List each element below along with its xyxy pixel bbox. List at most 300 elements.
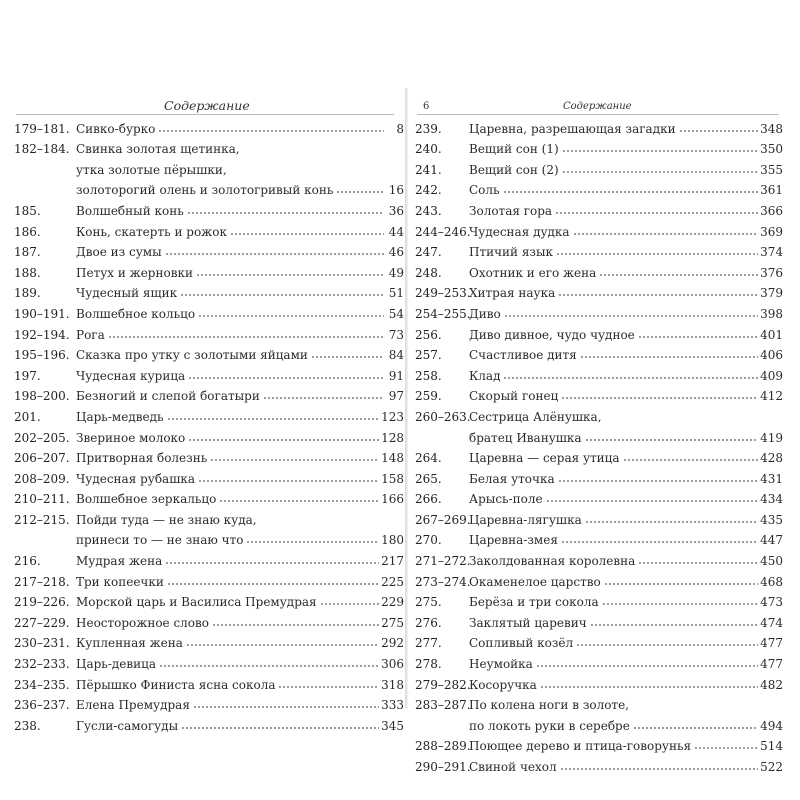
entry-page-number: 275 [381,615,404,630]
dot-leader [311,356,384,358]
entry-title: Волшебный конь [76,203,184,218]
entry-number: 279–282. [415,677,471,692]
entry-page-number: 306 [381,657,404,672]
dot-leader [679,130,759,132]
toc-entry [14,342,404,363]
toc-entry [14,136,404,157]
entry-page-number: 366 [760,203,783,218]
dot-leader [336,191,384,193]
entry-title: Птичий язык [469,245,554,260]
entry-page-number: 401 [760,327,783,342]
toc-entry [14,692,404,713]
entry-number: 208–209. [14,471,70,486]
toc-entry [415,506,783,527]
dot-leader [590,624,758,626]
entry-title: Золотая гора [469,203,553,218]
toc-entry [415,445,783,466]
toc-entry [415,403,783,424]
entry-title: Вещий сон (1) [469,142,559,157]
toc-entry [14,609,404,630]
left-page-header [16,86,394,115]
toc-entry [415,527,783,548]
entry-title: Свиной чехол [469,760,557,774]
entry-title: Свинка золотая щетинка, [76,142,240,157]
entry-page-number: 46 [388,245,404,260]
toc-entry [14,630,404,651]
dot-leader [167,418,380,420]
dot-leader [633,727,758,729]
entry-title: Арысь-поле [469,492,543,507]
entry-title: Морской царь и Василиса Премудрая [76,595,317,610]
entry-page-number: 374 [760,245,783,260]
toc-entry [14,547,404,568]
entry-title: Скорый гонец [469,389,559,404]
entry-number: 232–233. [14,657,70,672]
entry-title: Волшебное кольцо [76,306,196,321]
entry-title: Гусли-самогуды [76,718,179,733]
toc-entry [415,733,783,754]
dot-leader [694,747,758,749]
toc-entry [415,300,783,321]
entry-page-number: 450 [760,554,783,569]
entry-number: 198–200. [14,389,70,404]
entry-number: 202–205. [14,430,70,445]
entry-number: 278. [415,657,442,672]
right-toc-list [415,115,783,774]
entry-page-number: 292 [381,636,404,651]
entry-number: 212–215. [14,512,70,527]
entry-number: 187. [14,245,41,260]
dot-leader [165,562,379,564]
dot-leader [561,541,758,543]
toc-entry [415,115,783,136]
entry-page-number: 123 [381,409,404,424]
entry-number: 264. [415,451,442,466]
dot-leader [604,583,758,585]
entry-title: принеси то — не знаю что [76,533,244,548]
entry-number: 259. [415,389,442,404]
entry-number: 216. [14,554,41,569]
entry-title: золоторогий олень и золотогривый конь [76,183,334,198]
dot-leader [504,315,758,317]
dot-leader [573,233,759,235]
dot-leader [196,274,384,276]
right-header-title: Содержание [563,101,632,112]
entry-page-number: 409 [760,368,783,383]
entry-page-number: 318 [381,677,404,692]
entry-number: 201. [14,409,41,424]
entry-title: Хитрая наука [469,286,556,301]
toc-entry [415,136,783,157]
entry-page-number: 435 [760,512,783,527]
toc-entry [14,218,404,239]
entry-title: Конь, скатерть и рожок [76,224,227,239]
entry-title: Царь-медведь [76,409,164,424]
entry-title: Сивко-бурко [76,121,156,136]
entry-title: Царь-девица [76,657,157,672]
toc-entry [14,465,404,486]
entry-title: Счастливое дитя [469,348,577,363]
entry-title: Заколдованная королевна [469,554,636,569]
toc-entry [14,177,404,198]
entry-title: Сопливый козёл [469,636,574,651]
entry-number: 266. [415,492,442,507]
entry-page-number: 477 [760,636,783,651]
dot-leader [198,480,379,482]
toc-entry [415,486,783,507]
entry-number: 189. [14,286,41,301]
entry-number: 195–196. [14,348,70,363]
entry-number: 247. [415,245,442,260]
entry-page-number: 36 [388,203,404,218]
entry-number: 227–229. [14,615,70,630]
toc-entry [14,115,404,136]
toc-entry [415,650,783,671]
toc-entry [415,280,783,301]
toc-entry [415,589,783,610]
dot-leader [210,459,379,461]
entry-page-number: 447 [760,533,783,548]
entry-page-number: 473 [760,595,783,610]
entry-page-number: 8 [396,121,404,136]
toc-entry [415,753,783,774]
entry-number: 179–181. [14,121,70,136]
dot-leader [540,686,758,688]
book-spine [405,88,408,708]
toc-entry [415,362,783,383]
toc-entry [415,239,783,260]
toc-entry [415,465,783,486]
entry-title: Поющее дерево и птица-говорунья [469,739,692,754]
dot-leader [230,233,384,235]
entry-page-number: 348 [760,121,783,136]
dot-leader [246,541,379,543]
dot-leader [536,665,758,667]
entry-page-number: 376 [760,265,783,280]
dot-leader [159,665,379,667]
entry-number: 185. [14,203,41,218]
dot-leader [556,253,758,255]
dot-leader [108,336,384,338]
entry-page-number: 54 [388,306,404,321]
entry-page-number: 355 [760,162,783,177]
toc-entry [14,362,404,383]
entry-title: утка золотые пёрышки, [76,162,227,177]
entry-number: 249–253. [415,286,471,301]
entry-title: Притворная болезнь [76,451,208,466]
entry-number: 238. [14,718,41,733]
entry-title: Сказка про утку с золотыми яйцами [76,348,308,363]
toc-entry [14,300,404,321]
dot-leader [558,294,758,296]
dot-leader [561,397,758,399]
toc-entry [14,280,404,301]
entry-title: Клад [469,368,501,383]
entry-page-number: 84 [388,348,404,363]
entry-page-number: 406 [760,348,783,363]
dot-leader [558,480,759,482]
entry-title: Пойди туда — не знаю куда, [76,512,257,527]
toc-entry [415,218,783,239]
entry-page-number: 16 [388,183,404,198]
entry-number: 210–211. [14,492,70,507]
dot-leader [263,397,384,399]
toc-entry [14,712,404,733]
entry-page-number: 369 [760,224,783,239]
entry-title: Косоручка [469,677,537,692]
entry-title: по локоть руки в серебре [469,718,630,733]
toc-entry [14,506,404,527]
toc-entry [14,424,404,445]
entry-number: 206–207. [14,451,70,466]
entry-title: Волшебное зеркальцо [76,492,217,507]
dot-leader [187,212,384,214]
entry-number: 257. [415,348,442,363]
entry-number: 192–194. [14,327,70,342]
dot-leader [555,212,758,214]
toc-entry [14,197,404,218]
entry-page-number: 522 [760,760,783,774]
entry-number: 242. [415,183,442,198]
dot-leader [585,521,758,523]
entry-title: Петух и жерновки [76,265,193,280]
entry-page-number: 44 [388,224,404,239]
entry-page-number: 428 [760,451,783,466]
dot-leader [602,603,758,605]
entry-page-number: 361 [760,183,783,198]
dot-leader [188,439,379,441]
dot-leader [562,150,758,152]
entry-title: Соль [469,183,500,198]
entry-title: Чудесная рубашка [76,471,196,486]
toc-entry [415,609,783,630]
entry-number: 265. [415,471,442,486]
entry-title: Три копеечки [76,574,164,589]
dot-leader [158,130,384,132]
entry-title: Чудесный ящик [76,286,178,301]
dot-leader [219,500,379,502]
dot-leader [503,191,759,193]
entry-title: Заклятый царевич [469,615,587,630]
entry-number: 236–237. [14,698,70,713]
entry-number: 288–289. [415,739,471,754]
left-page [14,86,404,733]
dot-leader [212,624,379,626]
entry-number: 273–274. [415,574,471,589]
toc-entry [415,630,783,651]
entry-title: Мудрая жена [76,554,163,569]
entry-number: 283–287. [415,698,471,713]
entry-title: Берёза и три сокола [469,595,599,610]
dot-leader [167,583,379,585]
entry-number: 241. [415,162,442,177]
entry-page-number: 482 [760,677,783,692]
entry-title: Пёрышко Финиста ясна сокола [76,677,276,692]
entry-page-number: 128 [381,430,404,445]
left-header-title: Содержание [164,98,250,113]
entry-page-number: 398 [760,306,783,321]
entry-title: Рога [76,327,105,342]
entry-title: Неумойка [469,657,533,672]
entry-number: 190–191. [14,306,70,321]
entry-title: Вещий сон (2) [469,162,559,177]
toc-entry [415,424,783,445]
toc-entry [415,383,783,404]
entry-page-number: 158 [381,471,404,486]
dot-leader [278,686,379,688]
entry-number: 234–235. [14,677,70,692]
toc-entry [14,383,404,404]
toc-entry [14,239,404,260]
toc-entry [415,156,783,177]
entry-title: братец Иванушка [469,430,582,445]
dot-leader [193,706,379,708]
entry-page-number: 514 [760,739,783,754]
entry-title: Царевна-змея [469,533,558,548]
dot-leader [623,459,759,461]
dot-leader [585,439,759,441]
dot-leader [599,274,758,276]
entry-number: 239. [415,121,442,136]
dot-leader [188,377,384,379]
entry-number: 219–226. [14,595,70,610]
entry-title: Елена Премудрая [76,698,190,713]
entry-number: 243. [415,203,442,218]
toc-entry [14,650,404,671]
entry-page-number: 229 [381,595,404,610]
right-page [415,86,783,774]
toc-entry [415,197,783,218]
toc-entry [14,589,404,610]
toc-entry [415,342,783,363]
toc-entry [415,547,783,568]
dot-leader [320,603,379,605]
toc-entry [14,321,404,342]
entry-number: 240. [415,142,442,157]
entry-title: Диво [469,306,501,321]
dot-leader [165,253,384,255]
dot-leader [638,336,758,338]
entry-number: 277. [415,636,442,651]
entry-number: 270. [415,533,442,548]
entry-page-number: 434 [760,492,783,507]
entry-title: Звериное молоко [76,430,186,445]
entry-number: 217–218. [14,574,70,589]
entry-page-number: 148 [381,451,404,466]
entry-page-number: 73 [388,327,404,342]
dot-leader [186,644,379,646]
entry-page-number: 431 [760,471,783,486]
dot-leader [180,294,384,296]
entry-number: 258. [415,368,442,383]
entry-number: 188. [14,265,41,280]
entry-page-number: 180 [381,533,404,548]
right-page-header [417,86,779,115]
entry-number: 244–246. [415,224,471,239]
toc-entry [14,445,404,466]
entry-page-number: 494 [760,718,783,733]
entry-page-number: 477 [760,657,783,672]
toc-entry [415,671,783,692]
entry-page-number: 468 [760,574,783,589]
toc-entry [14,671,404,692]
entry-number: 186. [14,224,41,239]
entry-title: Неосторожное слово [76,615,210,630]
entry-number: 290–291. [415,760,471,774]
entry-title: Двое из сумы [76,245,162,260]
entry-number: 276. [415,615,442,630]
entry-number: 197. [14,368,41,383]
dot-leader [638,562,758,564]
entry-title: Безногий и слепой богатыри [76,389,260,404]
toc-entry [415,692,783,713]
dot-leader [560,768,758,770]
dot-leader [503,377,758,379]
entry-title: Сестрица Алёнушка, [469,409,602,424]
toc-entry [14,568,404,589]
entry-title: Царевна, разрешающая загадки [469,121,676,136]
dot-leader [576,644,758,646]
toc-entry [415,712,783,733]
entry-page-number: 217 [381,554,404,569]
toc-entry [415,321,783,342]
entry-number: 260–263. [415,409,471,424]
entry-title: Царевна — серая утица [469,451,620,466]
entry-page-number: 350 [760,142,783,157]
toc-entry [14,259,404,280]
toc-entry [14,156,404,177]
entry-page-number: 345 [381,718,404,733]
dot-leader [546,500,759,502]
entry-title: Чудесная курица [76,368,186,383]
entry-title: По колена ноги в золоте, [469,698,629,713]
entry-page-number: 333 [381,698,404,713]
entry-number: 248. [415,265,442,280]
dot-leader [198,315,384,317]
entry-number: 271–272. [415,554,471,569]
toc-entry [415,259,783,280]
entry-page-number: 412 [760,389,783,404]
entry-title: Чудесная дудка [469,224,570,239]
entry-page-number: 166 [381,492,404,507]
entry-page-number: 419 [760,430,783,445]
entry-title: Белая уточка [469,471,555,486]
entry-page-number: 49 [388,265,404,280]
toc-entry [14,527,404,548]
toc-entry [415,568,783,589]
entry-page-number: 91 [388,368,404,383]
entry-number: 256. [415,327,442,342]
left-toc-list [14,115,404,733]
entry-title: Окаменелое царство [469,574,601,589]
entry-title: Купленная жена [76,636,183,651]
entry-page-number: 97 [388,389,404,404]
dot-leader [181,727,379,729]
toc-entry [415,177,783,198]
entry-title: Охотник и его жена [469,265,597,280]
right-header-page-number: 6 [423,101,430,112]
entry-title: Царевна-лягушка [469,512,582,527]
entry-title: Диво дивное, чудо чудное [469,327,635,342]
toc-entry [14,403,404,424]
dot-leader [562,171,758,173]
entry-number: 182–184. [14,142,70,157]
entry-number: 254–255. [415,306,471,321]
toc-entry [14,486,404,507]
entry-page-number: 51 [388,286,404,301]
entry-number: 275. [415,595,442,610]
entry-number: 230–231. [14,636,70,651]
